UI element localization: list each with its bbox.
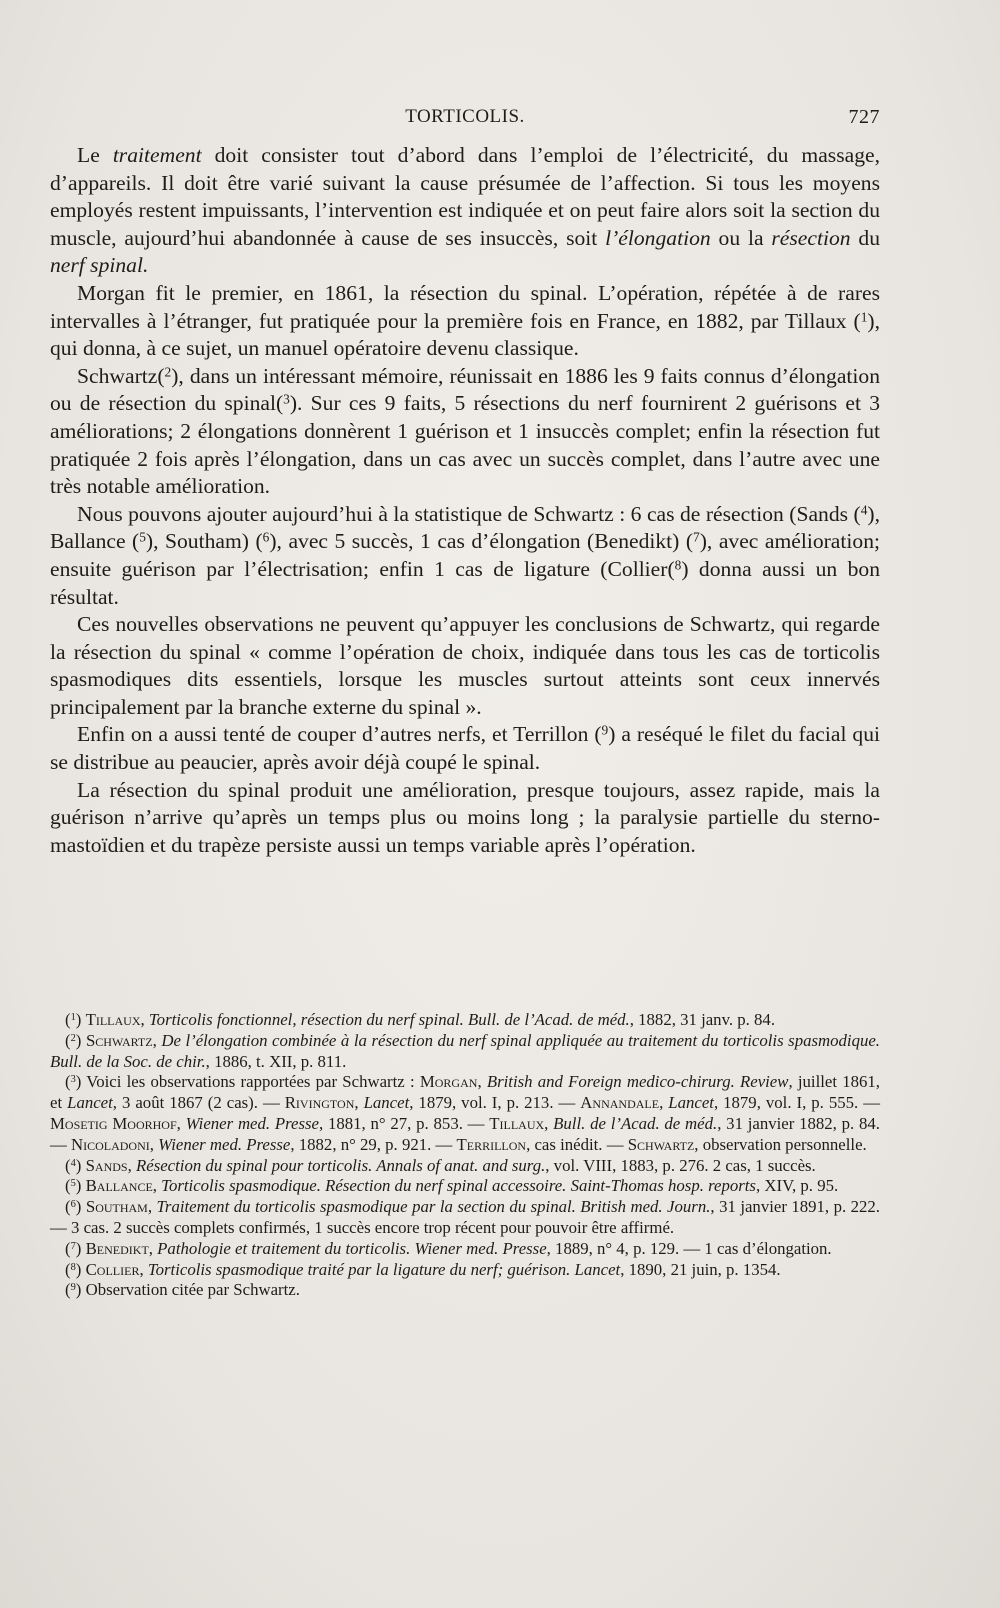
footnote: ($^6$) Southam, Traitement du torticolis spasmodique par la section du spinal. British med. Journ., 31 janvier 1891, p. 222. — 3 cas. 2 succès complets confirmés, 1 succès encore trop récent pour pouvoir être affirmé. <box>50 1197 881 1237</box>
footnote: ($^5$) Ballance, Torticolis spasmodique. Résection du nerf spinal accessoire. Saint-Thomas hosp. reports, XIV, p. 95. <box>65 1176 839 1196</box>
running-header <box>50 106 880 134</box>
footnotes <box>50 1010 880 1301</box>
footnote: ($^8$) Collier, Torticolis spasmodique traité par la ligature du nerf; guérison. Lancet, 1890, 21 juin, p. 1354. <box>65 1259 781 1279</box>
footnote: ($^2$) Schwartz, De l’élongation combinée à la résection du nerf spinal appliquée au traitement du torticolis spasmodique. Bull. de la Soc. de chir., 1886, t. XII, p. 811. <box>50 1030 880 1071</box>
body-paragraph: Le traitement doit consister tout d’abord dans l’emploi de l’électricité, du massage, d’appareils. Il doit être varié suivant la cause présumée de l’affection. Si tous les moyens employés restent impuissants, l’intervention est indiquée et on peut faire alors soit la section du muscle, aujourd’hui abandonnée à cause de ses insuccès, soit l’élongation ou la résection du nerf spinal. <box>50 143 880 278</box>
footnote: ($^1$) Tillaux, Torticolis fonctionnel, résection du nerf spinal. Bull. de l’Acad. de méd., 1882, 31 janv. p. 84. <box>65 1010 776 1029</box>
body-paragraph: Nous pouvons ajouter aujourd’hui à la statistique de Schwartz : 6 cas de résection (Sands ($^4$), Ballance ($^5$), Southam) ($^6$), avec 5 succès, 1 cas d’élongation (Benedikt) ($^7$), avec amélioration; ensuite guérison par l’électrisation; enfin 1 cas de ligature (Collier($^8$) donna aussi un bon résultat. <box>50 501 880 609</box>
body-paragraph: Ces nouvelles observations ne peuvent qu’appuyer les conclusions de Schwartz, qui regarde la résection du spinal « comme l’opération de choix, indiquée dans tous les cas de torticolis spasmodiques dits essentiels, lorsque les muscles surtout atteints sont ceux innervés principalement par la branche externe du spinal ». <box>50 612 880 719</box>
footnote: ($^7$) Benedikt, Pathologie et traitement du torticolis. Wiener med. Presse, 1889, n° 4, p. 129. — 1 cas d’élongation. <box>65 1238 832 1258</box>
footnote: ($^3$) Voici les observations rapportées par Schwartz : Morgan, British and Foreign medico-chirurg. Review, juillet 1861, et Lancet, 3 août 1867 (2 cas). — Rivington, Lancet, 1879, vol. I, p. 213. — Annandale, Lancet, 1879, vol. I, p. 555. — Mosetig Moorhof, Wiener med. Presse, 1881, n° 27, p. 853. — Tillaux, Bull. de l’Acad. de méd., 31 janvier 1882, p. 84. — Nicoladoni, Wiener med. Presse, 1882, n° 29, p. 921. — Terrillon, cas inédit. — Schwartz, observation personnelle. <box>50 1072 881 1154</box>
body-paragraph: Schwartz($^2$), dans un intéressant mémoire, réunissait en 1886 les 9 faits connus d’élongation ou de résection du spinal($^3$). Sur ces 9 faits, 5 résections du nerf fournirent 2 guérisons et 3 améliorations; 2 élongations donnèrent 1 guérison et 1 insuccès complet; enfin la résection fut pratiquée 2 fois après l’élongation, dans un cas avec un succès complet, dans l’autre avec une très notable amélioration. <box>50 363 880 499</box>
body-paragraph: Morgan fit le premier, en 1861, la résection du spinal. L’opération, répétée à de rares intervalles à l’étranger, fut pratiquée pour la première fois en France, en 1882, par Tillaux ($^1$), qui donna, à ce sujet, un manuel opératoire devenu classique. <box>50 280 880 361</box>
body-paragraph: Enfin on a aussi tenté de couper d’autres nerfs, et Terrillon ($^9$) a reséqué le filet du facial qui se distribue au peaucier, après avoir déjà coupé le spinal. <box>50 722 880 775</box>
page-number: 727 <box>848 106 880 128</box>
running-title: TORTICOLIS. <box>405 106 525 127</box>
footnote: ($^4$) Sands, Résection du spinal pour torticolis. Annals of anat. and surg., vol. VIII, 1883, p. 276. 2 cas, 1 succès. <box>65 1155 816 1175</box>
body-paragraph: La résection du spinal produit une amélioration, presque toujours, assez rapide, mais la guérison n’arrive qu’après un temps plus ou moins long ; la paralysie partielle du sterno-mastoïdien et du trapèze persiste aussi un temps variable après l’opération. <box>50 777 880 857</box>
footnote: ($^9$) Observation citée par Schwartz. <box>65 1280 300 1300</box>
main-text <box>50 142 880 859</box>
